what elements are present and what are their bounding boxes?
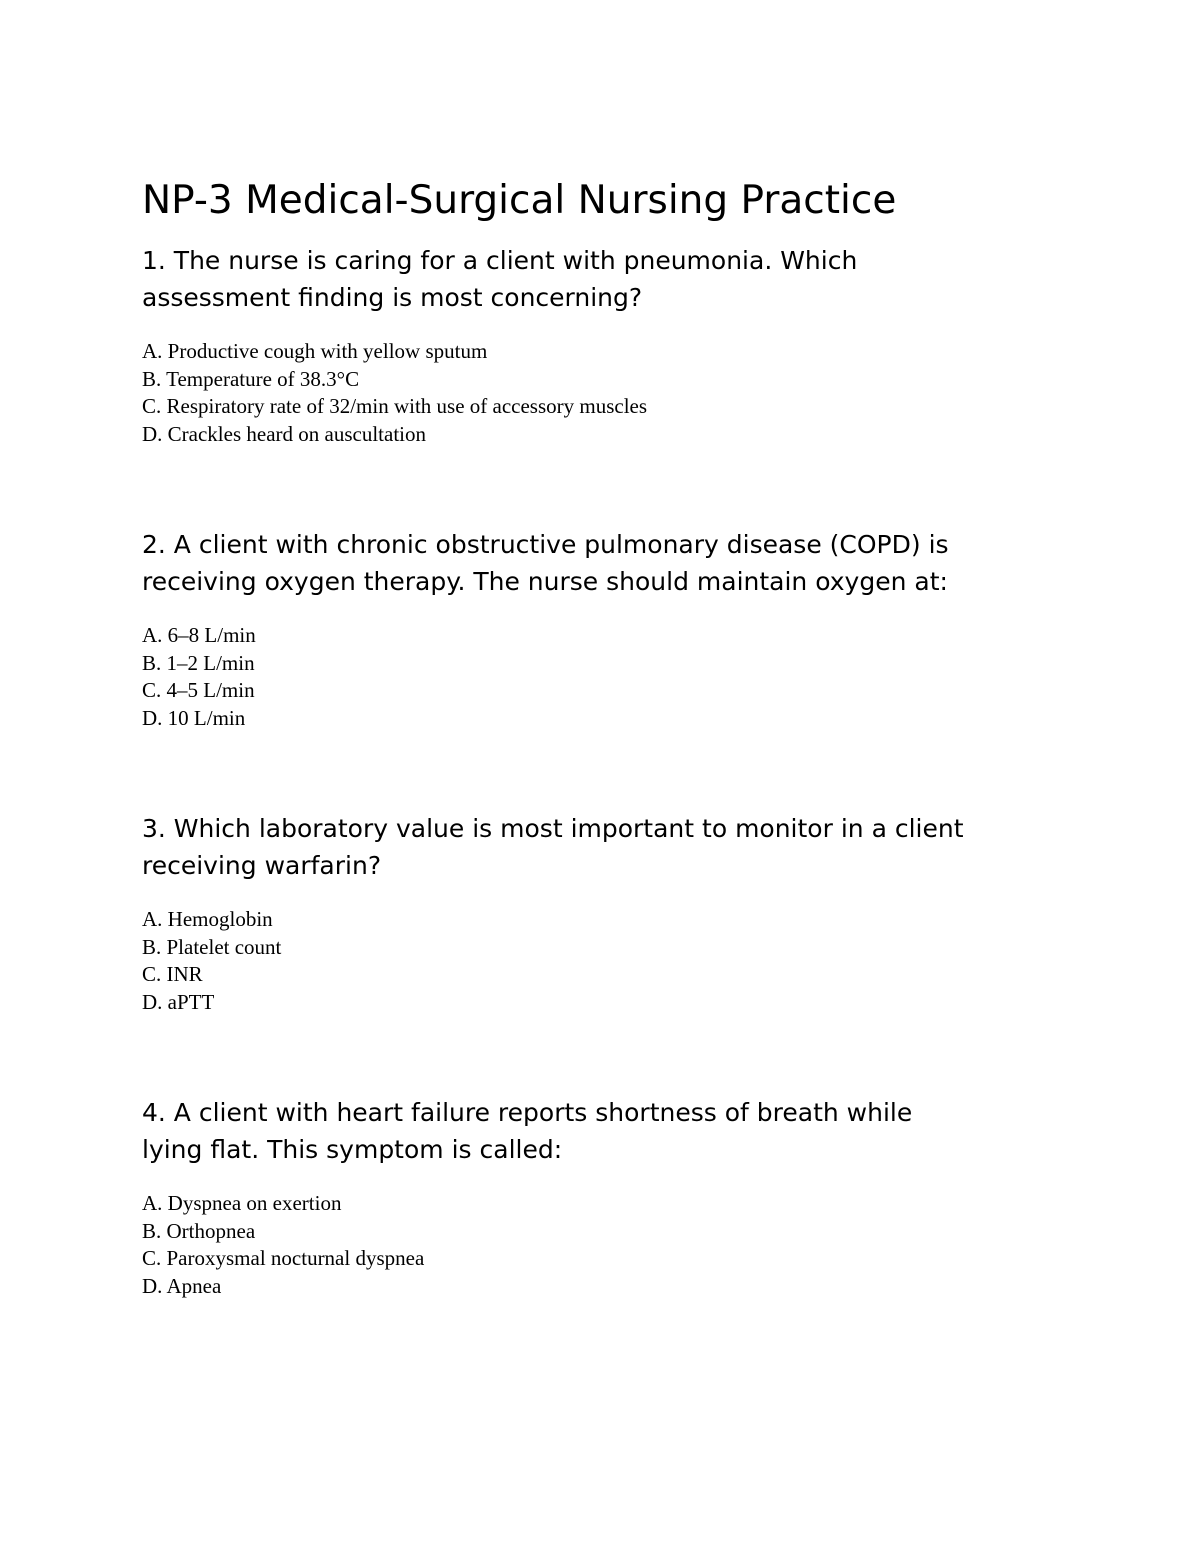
document-title: NP-3 Medical-Surgical Nursing Practice bbox=[142, 178, 897, 223]
question-4 bbox=[142, 1094, 1102, 1300]
question-2-stem-line-2: receiving oxygen therapy. The nurse should maintain oxygen at: bbox=[142, 567, 948, 596]
question-2 bbox=[142, 526, 1102, 732]
question-4-stem-line-2: lying flat. This symptom is called: bbox=[142, 1135, 563, 1164]
question-1-stem-line-2: assessment finding is most concerning? bbox=[142, 283, 643, 312]
question-3-stem-line-1: 3. Which laboratory value is most important to monitor in a client bbox=[142, 814, 964, 843]
question-1-options bbox=[142, 338, 1102, 448]
question-4-options bbox=[142, 1190, 1102, 1300]
question-2-option-a: A. 6–8 L/min bbox=[142, 623, 256, 647]
question-4-option-c: C. Paroxysmal nocturnal dyspnea bbox=[142, 1246, 425, 1270]
question-4-option-d: D. Apnea bbox=[142, 1273, 222, 1298]
question-4-option-b: B. Orthopnea bbox=[142, 1218, 256, 1243]
question-4-stem bbox=[142, 1094, 1102, 1168]
question-2-option-b: B. 1–2 L/min bbox=[142, 650, 255, 675]
question-2-options bbox=[142, 622, 1102, 732]
question-1 bbox=[142, 242, 1102, 448]
question-3-stem bbox=[142, 810, 1102, 884]
question-1-stem bbox=[142, 242, 1102, 316]
question-2-stem bbox=[142, 526, 1102, 600]
question-3-option-a: A. Hemoglobin bbox=[142, 907, 273, 931]
question-1-option-b: B. Temperature of 38.3°C bbox=[142, 366, 360, 391]
question-1-option-a: A. Productive cough with yellow sputum bbox=[142, 339, 488, 363]
question-3-options bbox=[142, 906, 1102, 1016]
question-3-stem-line-2: receiving warfarin? bbox=[142, 851, 382, 880]
question-2-option-c: C. 4–5 L/min bbox=[142, 678, 255, 702]
question-3-option-d: D. aPTT bbox=[142, 989, 215, 1014]
question-3 bbox=[142, 810, 1102, 1016]
question-4-stem-line-1: 4. A client with heart failure reports shortness of breath while bbox=[142, 1098, 913, 1127]
question-1-option-c: C. Respiratory rate of 32/min with use of accessory muscles bbox=[142, 394, 648, 418]
question-2-option-d: D. 10 L/min bbox=[142, 705, 246, 730]
question-4-option-a: A. Dyspnea on exertion bbox=[142, 1191, 342, 1215]
question-2-stem-line-1: 2. A client with chronic obstructive pulmonary disease (COPD) is bbox=[142, 530, 949, 559]
question-3-option-b: B. Platelet count bbox=[142, 934, 282, 959]
question-1-option-d: D. Crackles heard on auscultation bbox=[142, 421, 426, 446]
question-1-stem-line-1: 1. The nurse is caring for a client with pneumonia. Which bbox=[142, 246, 858, 275]
question-3-option-c: C. INR bbox=[142, 962, 203, 986]
